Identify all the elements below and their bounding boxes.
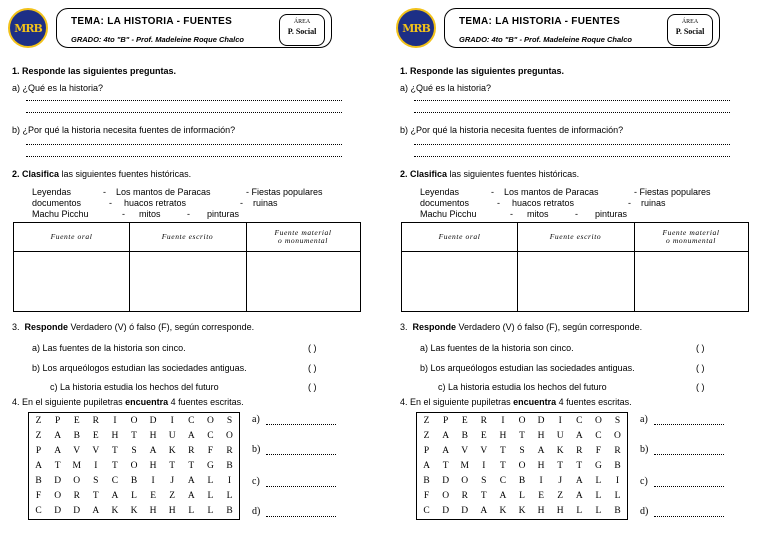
q3-title-bold: Responde [24,322,69,332]
grid-letter[interactable]: O [461,476,469,486]
grid-row [29,489,239,504]
classify-dash: - [497,198,500,208]
grid-letter[interactable]: T [112,446,118,456]
answer-label: b) [640,444,649,455]
grid-row [417,459,627,474]
grid-letter[interactable]: Z [557,491,564,501]
grid-letter[interactable]: L [207,476,214,486]
q3-title [12,322,254,332]
grid-letter[interactable]: Z [35,431,42,441]
grid-letter[interactable]: A [575,476,583,486]
grid-letter[interactable]: K [518,506,526,516]
classify-item: documentos [420,198,470,208]
tf-answer-c[interactable]: ( ) [308,382,317,392]
grid-letter[interactable]: L [519,491,525,501]
grid-letter[interactable]: A [480,506,488,516]
grid-letter[interactable]: G [206,461,214,471]
word-answer-line[interactable] [654,486,724,487]
grid-letter[interactable]: B [423,476,430,486]
grid-letter[interactable]: T [169,461,176,471]
grid-row [417,504,627,519]
grid-letter[interactable]: A [187,431,195,441]
grid-letter[interactable]: I [170,416,174,426]
grid-letter[interactable]: Z [169,491,176,501]
grid-letter[interactable]: D [442,476,450,486]
area-value: P. Social [675,27,705,36]
col-header-oral: Fuente oral [50,231,93,241]
grid-letter[interactable]: M [460,461,469,471]
grid-letter[interactable]: U [556,431,564,441]
classify-item: Los mantos de Paracas [116,187,211,197]
grid-letter[interactable]: L [595,506,602,516]
answer-line[interactable] [414,144,730,145]
grid-letter[interactable]: P [442,416,449,426]
grid-letter[interactable]: M [72,461,81,471]
grid-letter[interactable]: D [442,506,450,516]
grid-letter[interactable]: H [149,461,157,471]
grid-letter[interactable]: E [150,491,157,501]
grid-letter[interactable]: I [113,416,117,426]
q4-title-bold: encuentra [513,397,557,407]
school-logo [396,8,436,48]
classify-dash: - [491,187,494,197]
grid-letter[interactable]: O [594,416,602,426]
grid-letter[interactable]: A [423,461,430,471]
answer-label: d) [640,506,649,517]
q4-title-bold: encuentra [125,397,169,407]
classify-dash: - [510,209,513,219]
area-label: ÁREA [681,19,699,25]
classify-item: - Fiestas populares [246,187,323,197]
answer-line[interactable] [26,144,342,145]
classify-item: pinturas [207,209,240,219]
grid-letter[interactable]: K [556,446,564,456]
word-search-grid[interactable] [28,412,240,520]
grid-letter[interactable]: O [518,416,526,426]
word-answer-line[interactable] [266,424,336,425]
q4-title [400,397,632,407]
grid-letter[interactable]: T [131,431,137,441]
q4-title-pre: 4. En el siguiente pupiletras [12,397,126,407]
answer-line[interactable] [26,100,342,101]
q2-title [12,169,191,179]
grid-row [417,474,627,489]
grid-letter[interactable]: A [111,491,119,501]
grid-letter[interactable]: S [131,446,137,456]
grid-letter[interactable]: A [54,446,62,456]
worksheet-header [444,8,720,48]
grid-letter[interactable]: B [226,461,233,471]
grid-row [29,429,239,444]
grid-letter[interactable]: B [226,506,233,516]
grid-letter[interactable]: D [461,506,469,516]
q1-title: 1. Responde las siguientes preguntas. [400,66,565,76]
grid-letter[interactable]: F [207,446,214,456]
q1-b: b) ¿Por qué la historia necesita fuentes de información? [400,125,624,135]
grid-letter[interactable]: E [92,431,99,441]
grid-letter[interactable]: R [73,491,80,501]
col-header-material-1: Fuente material [274,227,332,237]
grid-letter[interactable]: A [499,491,507,501]
grid-letter[interactable]: T [188,461,195,471]
classify-item: Leyendas [32,187,72,197]
classify-item: - Fiestas populares [634,187,711,197]
grid-letter[interactable]: A [35,461,42,471]
grid-letter[interactable]: T [92,491,99,501]
q4-title-rest: 4 fuentes escritas. [556,397,632,407]
logo-text: MRB [402,21,430,35]
grid-letter[interactable]: L [207,506,214,516]
worksheet-left [8,0,384,543]
grid-letter[interactable]: A [149,446,157,456]
cell-escrito[interactable] [518,251,634,311]
word-answer-line[interactable] [654,516,724,517]
grid-letter[interactable]: S [93,476,99,486]
grid-row [417,429,627,444]
grid-letter[interactable]: S [614,416,621,426]
grid-letter[interactable]: V [73,446,81,456]
classify-item: mitos [527,209,549,219]
grid-letter[interactable]: B [461,431,468,441]
grid-letter[interactable]: R [188,446,195,456]
grid-letter[interactable]: O [226,431,233,441]
col-header-escrito: Fuente escrito [161,231,214,241]
answer-line[interactable] [26,112,342,113]
grid-letter[interactable]: L [207,491,214,501]
grid-letter[interactable]: R [92,416,99,426]
topic-title: TEMA: LA HISTORIA - FUENTES [71,16,233,27]
classify-item: huacos retratos [124,198,187,208]
grid-letter[interactable]: E [461,416,468,426]
grid-letter[interactable]: P [35,446,42,456]
grid-letter[interactable]: R [480,416,487,426]
grid-letter[interactable]: I [615,476,620,486]
tf-answer-b[interactable]: ( ) [696,363,705,373]
classify-item: Machu Picchu [32,209,89,219]
col-header-material [246,223,360,251]
classify-dash: - [187,209,190,219]
tf-answer-b[interactable]: ( ) [308,363,317,373]
grid-letter[interactable]: L [576,506,583,516]
classify-item: mitos [139,209,161,219]
col-header-material-2: o monumental [666,236,716,245]
q2-title-rest: las siguientes fuentes históricas. [447,169,580,179]
grid-letter[interactable]: A [575,431,583,441]
classify-item: documentos [32,198,82,208]
grid-letter[interactable]: O [130,461,138,471]
grid-letter[interactable]: Z [423,416,430,426]
classify-dash: - [575,209,578,219]
grid-letter[interactable]: S [481,476,487,486]
grid-letter[interactable]: K [499,506,507,516]
grid-letter[interactable]: C [111,476,119,486]
grid-letter[interactable]: C [35,506,42,516]
logo-text: MRB [14,21,42,35]
grid-letter[interactable]: T [442,461,449,471]
grid-letter[interactable]: B [614,461,621,471]
grid-letter[interactable]: I [501,416,505,426]
grid-letter[interactable]: I [558,416,562,426]
grid-letter[interactable]: B [73,431,80,441]
word-answer-line[interactable] [266,516,336,517]
classify-item: ruinas [641,198,666,208]
answer-line[interactable] [414,156,730,157]
area-label: ÁREA [293,19,311,25]
tf-item-c: c) La historia estudia los hechos del futuro [438,382,607,392]
q3-title-bold: Responde [412,322,457,332]
grid-letter[interactable]: Z [35,416,42,426]
col-header-escrito: Fuente escrito [549,231,602,241]
grid-letter[interactable]: T [500,446,506,456]
area-value: P. Social [287,27,317,36]
grid-letter[interactable]: G [594,461,602,471]
q4-title-pre: 4. En el siguiente pupiletras [400,397,514,407]
tf-item-a: a) Las fuentes de la historia son cinco. [32,343,186,353]
q1-a: a) ¿Qué es la historia? [400,83,492,93]
q1-title: 1. Responde las siguientes preguntas. [12,66,177,76]
grid-letter[interactable]: L [131,491,137,501]
grid-row [417,414,627,429]
grid-letter[interactable]: H [537,461,545,471]
grid-letter[interactable]: E [538,491,545,501]
grid-letter[interactable]: T [480,491,487,501]
answer-line[interactable] [414,100,730,101]
tf-item-b: b) Los arqueólogos estudian las sociedades antiguas. [420,363,635,373]
cell-material[interactable] [247,251,360,311]
grid-letter[interactable]: H [499,431,507,441]
grid-letter[interactable]: H [537,431,545,441]
grid-letter[interactable]: O [442,491,450,501]
classify-item: pinturas [595,209,628,219]
tf-item-a: a) Las fuentes de la historia son cinco. [420,343,574,353]
q2-title-rest: las siguientes fuentes históricas. [59,169,192,179]
grid-letter[interactable]: Z [423,431,430,441]
word-answer-line[interactable] [266,486,336,487]
grid-row [417,489,627,504]
grid-letter[interactable]: L [595,491,602,501]
grid-letter[interactable]: H [149,431,157,441]
q4-title-rest: 4 fuentes escritas. [168,397,244,407]
grid-letter[interactable]: H [111,431,119,441]
grid-letter[interactable]: A [442,431,450,441]
cell-oral[interactable] [14,251,129,311]
grid-letter[interactable]: R [576,446,583,456]
grid-letter[interactable]: K [168,446,176,456]
grid-letter[interactable]: B [614,506,621,516]
grid-row [29,474,239,489]
grid-letter[interactable]: C [576,416,583,426]
grid-letter[interactable]: A [575,491,583,501]
answer-label: a) [640,414,648,425]
col-header-oral: Fuente oral [438,231,481,241]
cell-oral[interactable] [402,251,517,311]
grid-letter[interactable]: C [423,506,430,516]
col-header-material [634,223,748,251]
classification-table [401,222,749,312]
q3-title-rest: Verdadero (V) ó falso (F), según corresponde. [456,322,643,332]
grid-letter[interactable]: O [206,416,214,426]
grid-letter[interactable]: A [442,446,450,456]
tf-answer-c[interactable]: ( ) [696,382,705,392]
grid-letter[interactable]: C [188,416,195,426]
answer-label: c) [640,476,648,487]
grid-row [29,414,239,429]
grid-letter[interactable]: I [482,461,486,471]
grid-letter[interactable]: A [187,491,195,501]
grid-letter[interactable]: V [461,446,469,456]
word-answer-line[interactable] [266,454,336,455]
col-header-material-1: Fuente material [662,227,720,237]
grid-letter[interactable]: I [94,461,98,471]
classify-item: Leyendas [420,187,460,197]
grid-letter[interactable]: L [226,491,233,501]
classify-item: Machu Picchu [420,209,477,219]
grid-letter[interactable]: A [187,476,195,486]
grid-letter[interactable]: E [73,416,80,426]
classify-item: ruinas [253,198,278,208]
classify-item: Los mantos de Paracas [504,187,599,197]
grid-letter[interactable]: V [480,446,488,456]
answer-label: a) [252,414,260,425]
answer-label: c) [252,476,260,487]
grid-letter[interactable]: R [461,491,468,501]
worksheet-header [56,8,332,48]
grid-letter[interactable]: R [226,446,233,456]
q3-title-rest: Verdadero (V) ó falso (F), según corresponde. [68,322,255,332]
grid-letter[interactable]: D [54,476,62,486]
grid-letter[interactable]: K [111,506,119,516]
grid-letter[interactable]: F [595,446,602,456]
grid-letter[interactable]: H [168,506,176,516]
grid-letter[interactable]: D [54,506,62,516]
grid-letter[interactable]: B [518,476,526,486]
grid-letter[interactable]: O [614,431,621,441]
grid-letter[interactable]: P [423,446,430,456]
topic-title: TEMA: LA HISTORIA - FUENTES [459,16,621,27]
grid-letter[interactable]: T [112,461,118,471]
grid-letter[interactable]: I [151,476,155,486]
tf-answer-a[interactable]: ( ) [696,343,705,353]
grid-letter[interactable]: L [595,476,602,486]
grid-row [29,459,239,474]
q2-title-bold: 2. Clasifica [400,169,448,179]
grid-letter[interactable]: E [480,431,487,441]
q2-title-bold: 2. Clasifica [12,169,60,179]
grade-teacher-line: GRADO: 4to "B" - Prof. Madeleine Roque Chalco [71,35,244,44]
grid-letter[interactable]: C [499,476,507,486]
grid-letter[interactable]: D [149,416,157,426]
q1-b: b) ¿Por qué la historia necesita fuentes de información? [12,125,236,135]
answer-label: d) [252,506,261,517]
grid-letter[interactable]: C [207,431,214,441]
grid-letter[interactable]: B [35,476,42,486]
grid-letter[interactable]: F [35,491,42,501]
grid-letter[interactable]: P [54,416,61,426]
answer-label: b) [252,444,261,455]
grid-letter[interactable]: A [54,431,62,441]
school-logo [8,8,48,48]
q3-title [400,322,642,332]
cell-material[interactable] [635,251,748,311]
q3-num: 3. [400,322,408,332]
q1-a: a) ¿Qué es la historia? [12,83,104,93]
grid-letter[interactable]: F [423,491,430,501]
grade-teacher-line: GRADO: 4to "B" - Prof. Madeleine Roque Chalco [459,35,632,44]
answer-line[interactable] [26,156,342,157]
area-badge [279,14,325,46]
grid-letter[interactable]: A [92,506,100,516]
grid-letter[interactable]: B [130,476,138,486]
worksheet-right [396,0,768,543]
classification-table [13,222,361,312]
grid-letter[interactable]: O [130,416,138,426]
grid-letter[interactable]: L [614,491,621,501]
grid-letter[interactable]: U [168,431,176,441]
classify-dash: - [628,198,631,208]
grid-letter[interactable]: R [614,446,621,456]
grid-letter[interactable]: T [54,461,61,471]
grid-letter[interactable]: O [518,461,526,471]
grid-letter[interactable]: J [170,476,175,486]
grid-row [417,444,627,459]
classify-dash: - [103,187,106,197]
grid-letter[interactable]: C [595,431,602,441]
grid-letter[interactable]: O [54,491,62,501]
grid-row [29,444,239,459]
grid-letter[interactable]: A [537,446,545,456]
grid-letter[interactable]: T [576,461,583,471]
grid-letter[interactable]: H [537,506,545,516]
answer-line[interactable] [414,112,730,113]
grid-letter[interactable]: I [227,476,232,486]
tf-item-b: b) Los arqueólogos estudian las sociedades antiguas. [32,363,247,373]
area-badge [667,14,713,46]
classify-dash: - [109,198,112,208]
word-answer-line[interactable] [654,424,724,425]
q3-num: 3. [12,322,20,332]
grid-letter[interactable]: H [149,506,157,516]
classify-item: huacos retratos [512,198,575,208]
grid-letter[interactable]: T [557,461,564,471]
tf-item-c: c) La historia estudia los hechos del futuro [50,382,219,392]
grid-letter[interactable]: J [558,476,563,486]
tf-answer-a[interactable]: ( ) [308,343,317,353]
word-search-grid[interactable] [416,412,628,520]
grid-letter[interactable]: T [500,461,506,471]
grid-row [29,504,239,519]
q2-title [400,169,579,179]
grid-letter[interactable]: O [73,476,81,486]
grid-letter[interactable]: D [537,416,545,426]
col-header-material-2: o monumental [278,236,328,245]
grid-letter[interactable]: T [519,431,525,441]
grid-letter[interactable]: L [188,506,195,516]
grid-letter[interactable]: H [556,506,564,516]
grid-letter[interactable]: V [92,446,100,456]
classify-dash: - [122,209,125,219]
grid-letter[interactable]: S [519,446,525,456]
grid-letter[interactable]: D [73,506,81,516]
classify-dash: - [240,198,243,208]
grid-letter[interactable]: K [130,506,138,516]
grid-letter[interactable]: I [539,476,543,486]
cell-escrito[interactable] [130,251,246,311]
grid-letter[interactable]: S [226,416,233,426]
word-answer-line[interactable] [654,454,724,455]
q4-title [12,397,244,407]
